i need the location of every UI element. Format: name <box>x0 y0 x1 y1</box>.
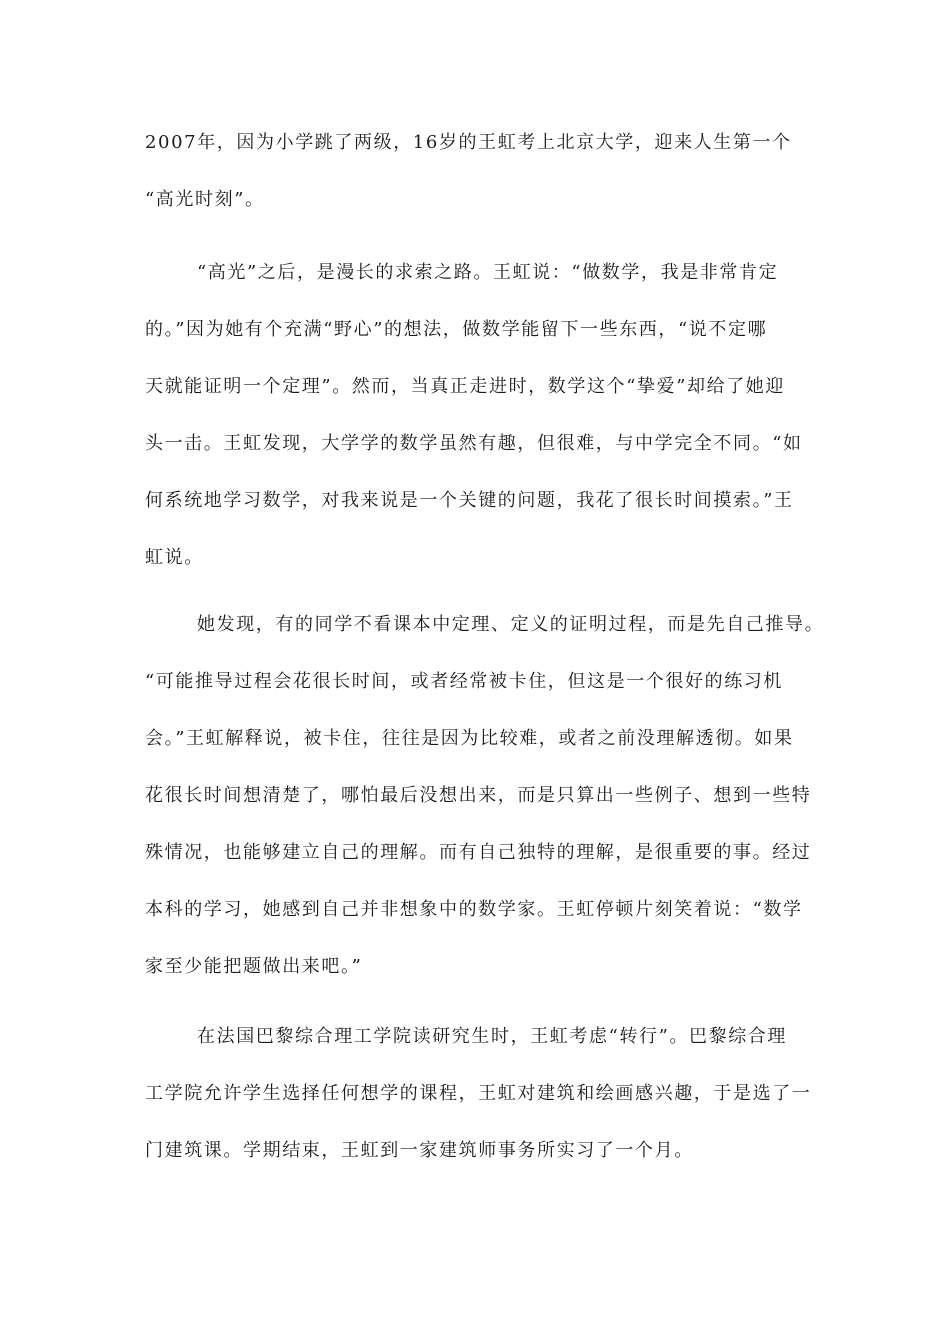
paragraph-2-line-3: 天就能证明一个定理”。然而，当真正走进时，数学这个“挚爱”却给了她迎 <box>145 376 786 397</box>
paragraph-3-line-1: 她发现，有的同学不看课本中定理、定义的证明过程，而是先自己推导。 <box>197 614 825 635</box>
paragraph-3-line-4: 花很长时间想清楚了，哪怕最后没想出来，而是只算出一些例子、想到一些特 <box>145 785 812 806</box>
paragraph-3-line-3: 会。”王虹解释说，被卡住，往往是因为比较难，或者之前没理解透彻。如果 <box>145 728 794 749</box>
paragraph-2-line-2: 的。”因为她有个充满“野心”的想法，做数学能留下一些东西，“说不定哪 <box>145 319 768 340</box>
paragraph-3-line-5: 殊情况，也能够建立自己的理解。而有自己独特的理解，是很重要的事。经过 <box>145 842 812 863</box>
paragraph-2-line-6: 虹说。 <box>145 547 204 568</box>
paragraph-3-line-6: 本科的学习，她感到自己并非想象中的数学家。王虹停顿片刻笑着说：“数学 <box>145 899 803 920</box>
paragraph-3-line-2: “可能推导过程会花很长时间，或者经常被卡住，但这是一个很好的练习机 <box>145 671 783 692</box>
paragraph-2-line-1: “高光”之后，是漫长的求索之路。王虹说：“做数学，我是非常肯定 <box>197 262 779 283</box>
paragraph-4-line-1: 在法国巴黎综合理工学院读研究生时，王虹考虑“转行”。巴黎综合理 <box>197 1026 788 1047</box>
paragraph-1-line-1: 2007年，因为小学跳了两级，16岁的王虹考上北京大学，迎来人生第一个 <box>145 132 792 153</box>
paragraph-4-line-2: 工学院允许学生选择任何想学的课程，王虹对建筑和绘画感兴趣，于是选了一 <box>145 1083 812 1104</box>
paragraph-1-line-2: “高光时刻”。 <box>145 189 265 210</box>
paragraph-4-line-3: 门建筑课。学期结束，王虹到一家建筑师事务所实习了一个月。 <box>145 1140 694 1161</box>
paragraph-2-line-4: 头一击。王虹发现，大学学的数学虽然有趣，但很难，与中学完全不同。“如 <box>145 433 803 454</box>
paragraph-2-line-5: 何系统地学习数学，对我来说是一个关键的问题，我花了很长时间摸索。”王 <box>145 490 794 511</box>
paragraph-3-line-7: 家至少能把题做出来吧。” <box>145 956 363 977</box>
